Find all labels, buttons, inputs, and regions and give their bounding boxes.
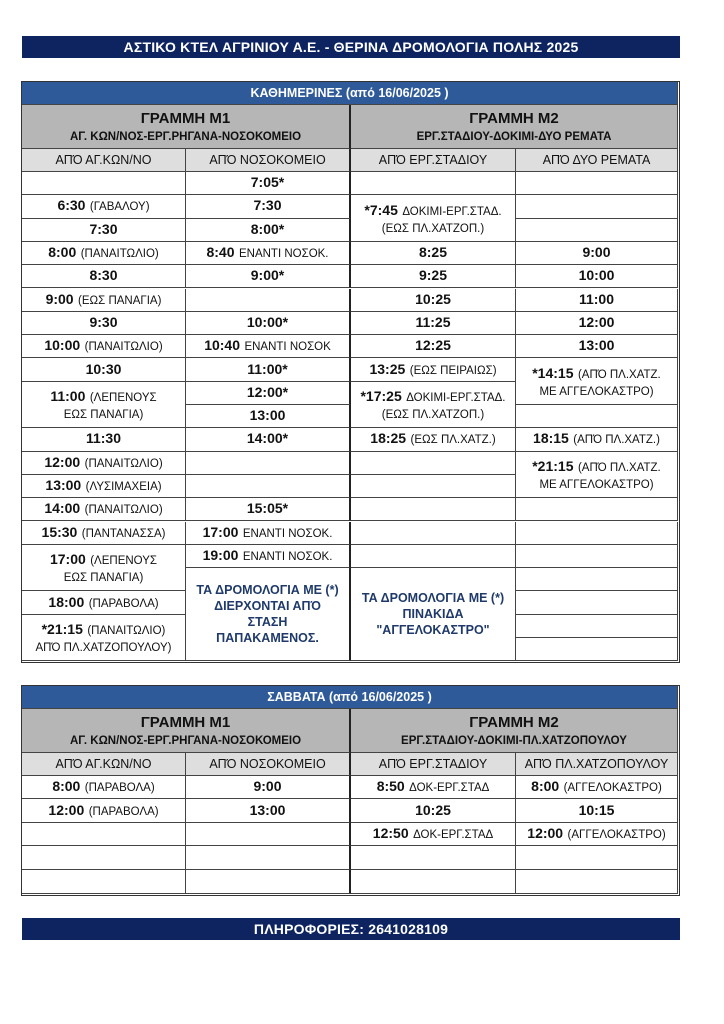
- time-line: [531, 778, 662, 796]
- departure-time: 11:25: [415, 313, 451, 330]
- line-m1-header: [22, 709, 351, 753]
- time-line: [44, 337, 162, 355]
- footnote-cell: [351, 568, 516, 661]
- time-line: [415, 314, 450, 332]
- departure-time: 19:00: [202, 546, 239, 563]
- departure-time: 9:00: [45, 290, 74, 307]
- timetable-cell: [22, 452, 186, 475]
- departure-time: 12:00: [48, 801, 85, 818]
- departure-time: 8:00*: [250, 220, 285, 237]
- time-line: [44, 454, 162, 472]
- time-line: [415, 337, 451, 355]
- departure-note-secondary: ΑΠΌ ΠΛ.ΧΑΤΖΟΠΟΥΛΟΥ): [35, 641, 172, 654]
- timetable-cell: [186, 335, 351, 358]
- empty-cell: [351, 452, 516, 475]
- departure-time: 13:00: [45, 477, 82, 494]
- timetable-cell: [186, 522, 351, 545]
- departure-time: 12:25: [415, 337, 451, 354]
- time-line: [206, 244, 328, 262]
- departure-note: (ΠΑΝΑΙΤΩΛΙΟ): [87, 624, 166, 637]
- line-m2-header: [351, 105, 678, 149]
- time-line: [48, 802, 158, 820]
- column-label: ΑΠΌ ΑΓ.ΚΩΝ/ΝΟ: [55, 153, 152, 167]
- empty-cell: [516, 405, 678, 428]
- line-route: ΕΡΓ.ΣΤΑΔΙΟΥ-ΔΟΚΙΜΙ-ΠΛ.ΧΑΤΖΟΠΟΥΛΟΥ: [401, 735, 627, 747]
- departure-time: 15:30: [41, 523, 78, 540]
- timetable-cell: [22, 195, 186, 218]
- time-line: [247, 361, 287, 379]
- timetable-cell: [22, 358, 186, 381]
- time-line: [579, 267, 615, 285]
- departure-time: 11:00*: [247, 360, 288, 377]
- empty-cell: [516, 615, 678, 638]
- section-label: ΣΑΒΒΑΤΑ (από 16/06/2025 ): [267, 690, 432, 704]
- departure-time: 13:00: [249, 407, 286, 424]
- time-note-line2: [539, 386, 653, 398]
- departure-time: 12:50: [372, 824, 409, 841]
- time-line: [369, 361, 496, 379]
- departure-time: 10:00: [44, 337, 81, 354]
- departure-time: 12:00*: [246, 383, 289, 400]
- time-line: [247, 384, 288, 402]
- line-name: ΓΡΑΜΜΗ Μ2: [469, 714, 559, 731]
- time-line: [45, 477, 161, 495]
- time-line: [203, 524, 333, 542]
- timetable-cell: [516, 289, 678, 312]
- time-line: [370, 430, 495, 448]
- departure-time: 10:15: [578, 801, 615, 818]
- time-line: [579, 802, 615, 820]
- departure-time: 12:00: [578, 313, 615, 330]
- timetable-cell: [186, 265, 351, 288]
- timetable-cell: [186, 195, 351, 218]
- departure-time: 10:40: [204, 337, 240, 354]
- column-header: [186, 753, 351, 776]
- timetable-cell: [186, 405, 351, 428]
- time-line: [50, 388, 156, 406]
- departure-note-secondary: ΕΩΣ ΠΑΝΑΓΙΑ): [63, 572, 144, 585]
- departure-time: 8:40: [206, 244, 235, 261]
- departure-time: 11:00: [578, 290, 615, 307]
- timetable-cell: [516, 242, 678, 265]
- departure-time: 13:00: [249, 801, 286, 818]
- departure-time: 9:00: [253, 778, 282, 795]
- time-line: [89, 314, 117, 332]
- column-label: ΑΠΌ ΠΛ.ΧΑΤΖΟΠΟΥΛΟΥ: [524, 757, 669, 771]
- timetable-cell: [351, 870, 516, 894]
- time-note-line2: [382, 223, 484, 235]
- column-header: [516, 149, 678, 172]
- departure-time: 8:25: [418, 244, 448, 261]
- time-line: [46, 291, 162, 309]
- departure-time: 10:00*: [246, 313, 289, 330]
- column-label: ΑΠΌ ΕΡΓ.ΣΤΑΔΙΟΥ: [378, 153, 488, 167]
- departure-time: 17:00: [49, 551, 86, 568]
- timetable-cell: [351, 172, 516, 195]
- empty-cell: [516, 638, 678, 661]
- section-header: [22, 82, 678, 105]
- departure-note: (ΑΓΓΕΛΟΚΑΣΤΡΟ): [563, 782, 662, 795]
- timetable-cell: [516, 799, 678, 822]
- departure-note-secondary: ΜΕ ΑΓΓΕΛΟΚΑΣΤΡΟ): [539, 478, 654, 491]
- column-header: [22, 753, 186, 776]
- timetable-cell: [186, 428, 351, 451]
- departure-time: 10:25: [415, 290, 451, 307]
- time-line: [532, 458, 661, 476]
- time-line: [377, 778, 490, 796]
- timetable-cell: [22, 522, 186, 545]
- time-line: [579, 291, 614, 309]
- time-line: [579, 337, 615, 355]
- timetable-cell: [516, 428, 678, 451]
- departure-note: (ΠΑΝΑΙΤΩΛΙΟ): [84, 341, 163, 354]
- timetable-cell: [351, 358, 516, 381]
- time-line: [253, 197, 281, 215]
- timetable-cell: [22, 823, 186, 846]
- departure-note: ΕΝΑΝΤΙ ΝΟΣΟΚ.: [242, 527, 333, 540]
- timetable-cell: [186, 799, 351, 822]
- time-line: [419, 267, 447, 285]
- departure-time: 10:25: [415, 801, 451, 818]
- timetable-cell: [516, 265, 678, 288]
- time-line: [532, 365, 661, 383]
- time-line: [57, 197, 149, 215]
- timetable-cell: [516, 870, 678, 894]
- empty-cell: [516, 498, 678, 521]
- departure-note: ΕΝΑΝΤΙ ΝΟΣΟΚ.: [238, 248, 329, 261]
- timetable-cell: [351, 335, 516, 358]
- time-line: [364, 202, 501, 220]
- time-line: [250, 802, 286, 820]
- departure-time: *14:15: [532, 364, 574, 381]
- departure-time: 18:15: [533, 430, 569, 447]
- column-label: ΑΠΌ ΝΟΣΟΚΟΜΕΙΟ: [209, 757, 326, 771]
- timetable-cell: [186, 545, 351, 568]
- info-phone: ΠΛΗΡΟΦΟΡΙΕΣ: 2641028109: [253, 921, 449, 937]
- time-line: [247, 500, 288, 518]
- timetable-cell: [351, 195, 516, 242]
- time-line: [251, 221, 284, 239]
- timetable-cell: [186, 870, 351, 894]
- time-line: [52, 778, 154, 796]
- empty-cell: [516, 591, 678, 614]
- departure-note: (ΑΓΓΕΛΟΚΑΣΤΡΟ): [567, 828, 666, 841]
- timetable-cell: [22, 219, 186, 242]
- departure-time: 8:50: [376, 778, 405, 795]
- timetable-cell: [22, 289, 186, 312]
- timetable-cell: [22, 265, 186, 288]
- departure-time: *21:15: [41, 620, 83, 637]
- departure-note-secondary: (ΕΩΣ ΠΛ.ΧΑΤΖΟΠ.): [381, 222, 485, 235]
- page-title: ΑΣΤΙΚΟ ΚΤΕΛ ΑΓΡΙΝΙΟΥ Α.Ε. - ΘΕΡΙΝΑ ΔΡΟΜΟΛΟΓΙΑ ΠΟΛΗΣ 2025: [123, 39, 579, 55]
- departure-note: (ΛΕΠΕΝΟΥΣ: [89, 391, 157, 404]
- weekday-schedule-table: [21, 81, 680, 663]
- departure-note: (ΕΩΣ ΠΕΙΡΑΙΩΣ): [409, 364, 497, 377]
- timetable-cell: [516, 358, 678, 405]
- timetable-cell: [22, 545, 186, 592]
- departure-time: 9:30: [89, 313, 118, 330]
- departure-note: (ΓΑΒΑΛΟΥ): [89, 201, 150, 214]
- departure-time: 9:00*: [250, 267, 285, 284]
- empty-cell: [516, 195, 678, 218]
- timetable-cell: [351, 823, 516, 846]
- departure-time: 14:00: [44, 500, 81, 517]
- time-line: [415, 802, 451, 820]
- column-label: ΑΠΌ ΔΥΟ ΡΕΜΑΤΑ: [542, 153, 651, 167]
- departure-time: 18:00: [48, 593, 85, 610]
- column-header: [351, 753, 516, 776]
- timetable-cell: [351, 265, 516, 288]
- timetable-cell: [351, 776, 516, 799]
- timetable-cell: [516, 335, 678, 358]
- column-label: ΑΠΌ ΝΟΣΟΚΟΜΕΙΟ: [209, 153, 326, 167]
- column-header: [351, 149, 516, 172]
- departure-time: 6:30: [57, 197, 86, 214]
- time-line: [42, 621, 166, 639]
- timetable-cell: [516, 312, 678, 335]
- departure-note: (ΠΑΝΑΙΤΩΛΙΟ): [84, 504, 163, 517]
- time-note-line2: [64, 572, 144, 584]
- departure-time: 8:00: [52, 778, 81, 795]
- timetable-cell: [22, 335, 186, 358]
- departure-time: 10:30: [85, 360, 122, 377]
- info-banner: [22, 918, 680, 940]
- footnote-cell: [186, 568, 351, 661]
- departure-time: 12:00: [44, 453, 81, 470]
- time-line: [86, 430, 121, 448]
- column-header: [22, 149, 186, 172]
- departure-note: (ΕΩΣ ΠΑΝΑΓΙΑ): [78, 294, 162, 307]
- time-line: [44, 500, 162, 518]
- timetable-cell: [186, 358, 351, 381]
- timetable-cell: [22, 776, 186, 799]
- timetable-cell: [186, 289, 351, 312]
- departure-note: (ΑΠΌ ΠΛ.ΧΑΤΖ.: [577, 461, 661, 474]
- timetable-cell: [516, 776, 678, 799]
- departure-time: 12:00: [527, 824, 564, 841]
- departure-time: *17:25: [360, 387, 402, 404]
- time-line: [419, 244, 447, 262]
- line-route: ΑΓ. ΚΩΝ/ΝΟΣ-ΕΡΓ.ΡΗΓΑΝΑ-ΝΟΣΟΚΟΜΕΙΟ: [69, 735, 302, 747]
- time-line: [251, 267, 284, 285]
- departure-note: (ΠΑΡΑΒΟΛΑ): [88, 805, 159, 818]
- departure-time: 18:25: [370, 430, 407, 447]
- line-name: ΓΡΑΜΜΗ Μ1: [140, 714, 231, 731]
- departure-note: (ΛΕΠΕΝΟΥΣ: [90, 555, 158, 568]
- time-line: [203, 547, 333, 565]
- timetable-cell: [22, 475, 186, 498]
- timetable-cell: [22, 846, 186, 869]
- timetable-cell: [22, 870, 186, 894]
- line-m2-header: [351, 709, 678, 753]
- departure-time: 11:00: [50, 387, 86, 404]
- departure-time: 7:30: [253, 197, 282, 214]
- time-line: [253, 778, 281, 796]
- time-note-line2: [539, 479, 653, 491]
- timetable-cell: [186, 498, 351, 521]
- departure-note: ΔΟΚΙΜΙ-ΕΡΓ.ΣΤΑΔ.: [402, 205, 502, 218]
- departure-note: (ΠΑΝΑΙΤΩΛΙΟ): [84, 457, 163, 470]
- time-line: [251, 174, 284, 192]
- departure-note-secondary: ΕΩΣ ΠΑΝΑΓΙΑ): [63, 408, 144, 421]
- empty-cell: [351, 522, 516, 545]
- departure-note-secondary: (ΕΩΣ ΠΛ.ΧΑΤΖΟΠ.): [381, 408, 485, 421]
- time-note-line2: [36, 642, 172, 654]
- footnote-text: ΤΑ ΔΡΟΜΟΛΟΓΙΑ ΜΕ (*) ΠΙΝΑΚΙΔΑ "ΑΓΓΕΛΟΚΑΣΤΡΟ": [361, 591, 505, 638]
- departure-time: 8:00: [531, 778, 560, 795]
- departure-note: (ΠΑΡΑΒΟΛΑ): [88, 597, 159, 610]
- footnote-text: ΤΑ ΔΡΟΜΟΛΟΓΙΑ ΜΕ (*) ΔΙΕΡΧΟΝΤΑΙ ΑΠΌ ΣΤΑΣΗ ΠΑΠΑΚΑΜΕΝΟΣ.: [196, 583, 339, 646]
- timetable-cell: [516, 452, 678, 499]
- departure-time: 8:00: [48, 244, 77, 261]
- timetable-cell: [351, 312, 516, 335]
- timetable-cell: [186, 776, 351, 799]
- timetable-cell: [186, 452, 351, 475]
- timetable-cell: [22, 428, 186, 451]
- departure-note: ΔΟΚΙΜΙ-ΕΡΓ.ΣΤΑΔ.: [406, 391, 506, 404]
- time-line: [527, 825, 665, 843]
- departure-time: 13:00: [578, 337, 615, 354]
- time-line: [204, 337, 331, 355]
- time-line: [50, 551, 157, 569]
- departure-time: 8:30: [89, 267, 118, 284]
- section-header: [22, 686, 678, 709]
- column-label: ΑΠΌ ΑΓ.ΚΩΝ/ΝΟ: [55, 757, 152, 771]
- empty-cell: [516, 522, 678, 545]
- timetable-cell: [22, 498, 186, 521]
- saturday-schedule-table: [21, 685, 680, 896]
- timetable-cell: [351, 382, 516, 429]
- departure-note: ΕΝΑΝΤΙ ΝΟΣΟΚ.: [242, 550, 333, 563]
- departure-time: 10:00: [578, 267, 615, 284]
- time-line: [247, 314, 288, 332]
- empty-cell: [516, 545, 678, 568]
- departure-time: *7:45: [364, 201, 398, 218]
- empty-cell: [516, 568, 678, 591]
- timetable-cell: [22, 312, 186, 335]
- departure-note: (ΠΑΝΤΑΝΑΣΣΑ): [81, 527, 166, 540]
- departure-note: ΕΝΑΝΤΙ ΝΟΣΟΚ: [244, 341, 331, 354]
- departure-time: 17:00: [202, 523, 239, 540]
- timetable-cell: [351, 846, 516, 869]
- timetable-cell: [351, 799, 516, 822]
- departure-note: ΔΟΚ-ΕΡΓ.ΣΤΑΔ: [409, 782, 490, 795]
- line-route: ΑΓ. ΚΩΝ/ΝΟΣ-ΕΡΓ.ΡΗΓΑΝΑ-ΝΟΣΟΚΟΜΕΙΟ: [69, 131, 302, 143]
- timetable-cell: [351, 242, 516, 265]
- empty-cell: [351, 475, 516, 498]
- departure-time: 11:30: [85, 430, 122, 447]
- timetable-cell: [186, 382, 351, 405]
- departure-note: (ΠΑΡΑΒΟΛΑ): [84, 782, 155, 795]
- departure-time: 14:00*: [246, 430, 289, 447]
- page-title-banner: [22, 36, 680, 58]
- timetable-cell: [351, 428, 516, 451]
- line-m1-header: [22, 105, 351, 149]
- departure-time: 9:25: [418, 267, 448, 284]
- section-label: ΚΑΘΗΜΕΡΙΝΕΣ (από 16/06/2025 ): [250, 86, 449, 100]
- departure-time: 9:00: [582, 244, 611, 261]
- empty-cell: [516, 172, 678, 195]
- time-note-line2: [64, 409, 144, 421]
- departure-time: 13:25: [369, 360, 406, 377]
- line-name: ΓΡΑΜΜΗ Μ1: [140, 110, 231, 127]
- timetable-cell: [22, 242, 186, 265]
- departure-time: *21:15: [532, 457, 574, 474]
- departure-note: ΔΟΚ-ΕΡΓ.ΣΤΑΔ: [413, 828, 494, 841]
- time-line: [48, 244, 159, 262]
- time-line: [415, 291, 451, 309]
- timetable-cell: [186, 846, 351, 869]
- time-line: [250, 407, 286, 425]
- departure-note: (ΑΠΌ ΠΛ.ΧΑΤΖ.: [577, 368, 661, 381]
- departure-note: (ΠΑΝΑΙΤΩΛΙΟ): [80, 248, 159, 261]
- timetable-cell: [186, 242, 351, 265]
- departure-note-secondary: ΜΕ ΑΓΓΕΛΟΚΑΣΤΡΟ): [539, 385, 654, 398]
- time-line: [360, 388, 505, 406]
- time-note-line2: [382, 409, 484, 421]
- line-route: ΕΡΓ.ΣΤΑΔΙΟΥ-ΔΟΚΙΜΙ-ΔΥΟ ΡΕΜΑΤΑ: [416, 131, 612, 143]
- departure-time: 15:05*: [246, 500, 289, 517]
- departure-note: (ΑΠΌ ΠΛ.ΧΑΤΖ.): [573, 434, 660, 447]
- timetable-cell: [22, 382, 186, 429]
- column-header: [516, 753, 678, 776]
- timetable-cell: [516, 846, 678, 869]
- departure-time: 7:05*: [250, 174, 285, 191]
- time-line: [89, 221, 117, 239]
- departure-note: (ΛΥΣΙΜΑΧΕΙΑ): [85, 481, 162, 494]
- empty-cell: [516, 219, 678, 242]
- timetable-cell: [186, 312, 351, 335]
- time-line: [48, 594, 158, 612]
- timetable-cell: [186, 219, 351, 242]
- timetable-cell: [186, 475, 351, 498]
- time-line: [247, 430, 288, 448]
- column-label: ΑΠΌ ΕΡΓ.ΣΤΑΔΙΟΥ: [378, 757, 488, 771]
- time-line: [89, 267, 117, 285]
- time-line: [373, 825, 493, 843]
- timetable-cell: [516, 823, 678, 846]
- timetable-cell: [186, 172, 351, 195]
- time-line: [86, 361, 122, 379]
- time-line: [42, 524, 166, 542]
- timetable-cell: [22, 799, 186, 822]
- line-name: ΓΡΑΜΜΗ Μ2: [469, 110, 559, 127]
- departure-note: (ΕΩΣ ΠΛ.ΧΑΤΖ.): [410, 434, 496, 447]
- time-line: [579, 314, 615, 332]
- timetable-cell: [186, 823, 351, 846]
- timetable-cell: [351, 289, 516, 312]
- timetable-cell: [22, 615, 186, 661]
- time-line: [582, 244, 610, 262]
- column-header: [186, 149, 351, 172]
- empty-cell: [351, 498, 516, 521]
- departure-time: 7:30: [89, 220, 118, 237]
- timetable-cell: [22, 591, 186, 614]
- timetable-cell: [22, 172, 186, 195]
- time-line: [533, 430, 660, 448]
- empty-cell: [351, 545, 516, 568]
